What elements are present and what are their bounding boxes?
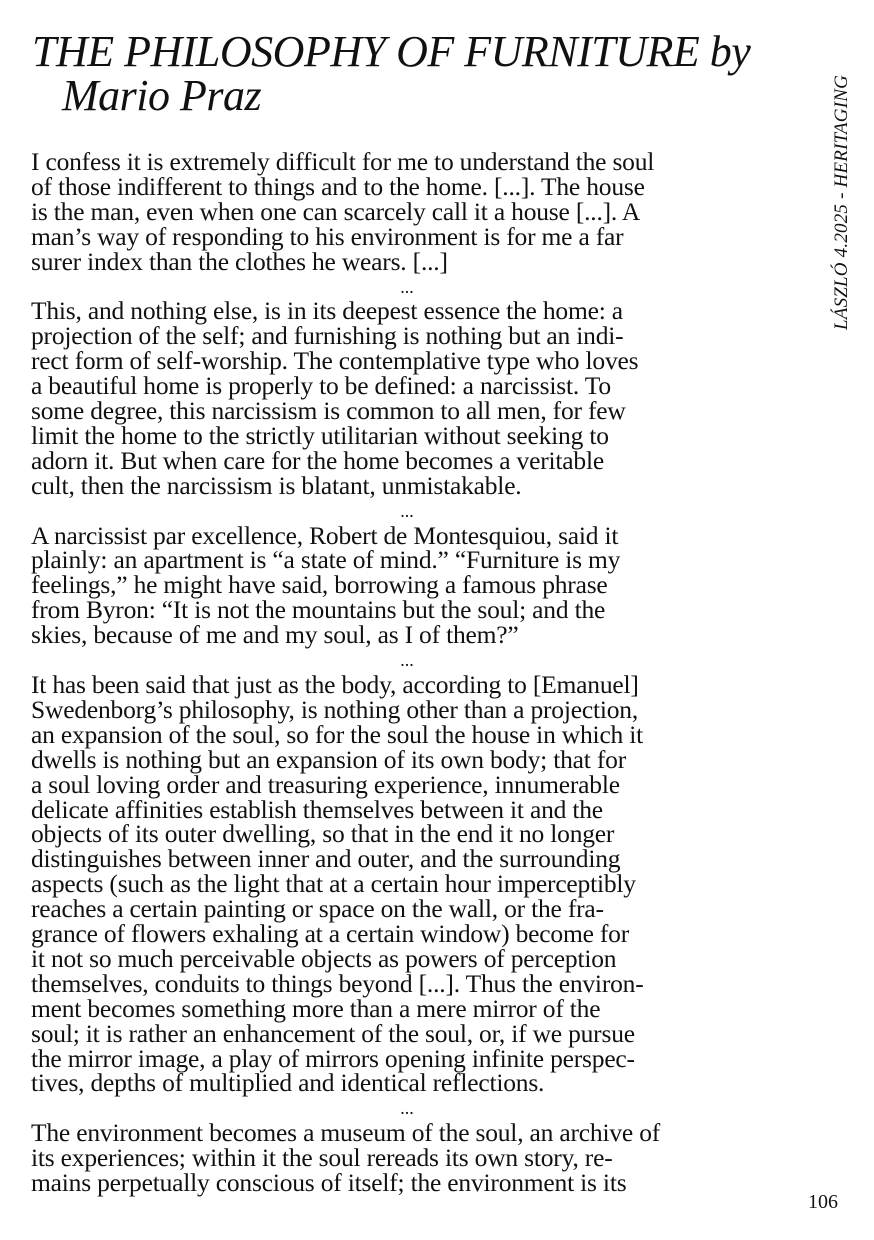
text-line: surer index than the clothes he wears. [...]	[31, 246, 448, 276]
text-line: rect form of self-worship. The contemplative type who loves	[31, 346, 639, 376]
text-line: grance of flowers exhaling at a certain window) become for	[31, 919, 630, 949]
text-line: ment becomes something more than a mere mirror of the	[31, 993, 601, 1023]
text-line: mains perpetually conscious of itself; the environment is its	[31, 1168, 627, 1198]
text-line: I confess it is extremely difficult for me to understand the soul	[31, 147, 655, 176]
text-line: limit the home to the strictly utilitarian without seeking to	[31, 420, 609, 450]
ellipsis-separator: ...	[400, 276, 414, 297]
text-line: themselves, conduits to things beyond [...]. Thus the environ-	[31, 968, 644, 998]
text-line: it not so much perceivable objects as powers of perception	[31, 943, 617, 973]
paragraph-5	[31, 1118, 783, 1198]
ellipsis-separator: ...	[400, 500, 414, 521]
text-line: projection of the self; and furnishing is nothing but an indi-	[31, 321, 624, 351]
text-line: soul; it is rather an enhancement of the soul, or, if we pursue	[31, 1018, 635, 1048]
paragraph-4	[31, 669, 783, 1098]
page-number: 106	[808, 1191, 838, 1213]
text-line: a soul loving order and treasuring experience, innumerable	[31, 769, 620, 799]
text-line: man’s way of responding to his environment is for me a far	[31, 221, 624, 251]
text-line: objects of its outer dwelling, so that in the end it no longer	[31, 819, 615, 849]
text-line: Swedenborg’s philosophy, is nothing other than a projection,	[31, 694, 639, 724]
text-line: The environment becomes a museum of the soul, an archive of	[31, 1118, 661, 1148]
text-line: an expansion of the soul, so for the soul the house in which it	[31, 719, 644, 749]
text-line: skies, because of me and my soul, as I of them?”	[31, 620, 519, 650]
text-line: some degree, this narcissism is common to all men, for few	[31, 396, 626, 426]
paragraph-2	[31, 296, 783, 500]
text-line: feelings,” he might have said, borrowing a famous phrase	[31, 570, 608, 600]
text-line: reaches a certain painting or space on the wall, or the fra-	[31, 894, 604, 924]
vertical-running-header: LÁSZLÓ 4.2025 - HERITAGING	[831, 74, 852, 330]
ellipsis-separator: ...	[400, 1098, 414, 1119]
article-title-line-1: THE PHILOSOPHY OF FURNITURE by	[32, 27, 751, 76]
text-line: It has been said that just as the body, according to [Emanuel]	[31, 669, 639, 699]
ellipsis-separator: ...	[400, 650, 414, 671]
text-line: dwells is nothing but an expansion of its own body; that for	[31, 744, 626, 774]
article-title-line-2: Mario Praz	[62, 71, 262, 120]
text-line: tives, depths of multiplied and identical reflections.	[31, 1068, 545, 1098]
article-title	[32, 27, 772, 120]
text-line: the mirror image, a play of mirrors opening infinite perspec-	[31, 1043, 635, 1073]
text-line: a beautiful home is properly to be defined: a narcissist. To	[31, 371, 611, 401]
text-line: distinguishes between inner and outer, and the surrounding	[31, 844, 621, 874]
text-line: from Byron: “It is not the mountains but the soul; and the	[31, 595, 606, 625]
text-line: delicate affinities establish themselves between it and the	[31, 794, 603, 824]
text-line: adorn it. But when care for the home becomes a veritable	[31, 445, 604, 475]
paragraph-1	[31, 147, 783, 276]
text-line: is the man, even when one can scarcely call it a house [...]. A	[31, 196, 641, 226]
text-line: This, and nothing else, is in its deepest essence the home: a	[31, 296, 623, 326]
text-line: A narcissist par excellence, Robert de Montesquiou, said it	[31, 520, 619, 550]
paragraph-3	[31, 520, 783, 650]
article-body	[31, 147, 783, 1198]
text-line: aspects (such as the light that at a certain hour imperceptibly	[31, 869, 636, 899]
text-line: of those indifferent to things and to the home. [...]. The house	[31, 171, 645, 201]
text-line: plainly: an apartment is “a state of mind.” “Furniture is my	[31, 545, 621, 575]
text-line: cult, then the narcissism is blatant, unmistakable.	[31, 470, 522, 500]
text-line: its experiences; within it the soul rereads its own story, re-	[31, 1143, 613, 1173]
